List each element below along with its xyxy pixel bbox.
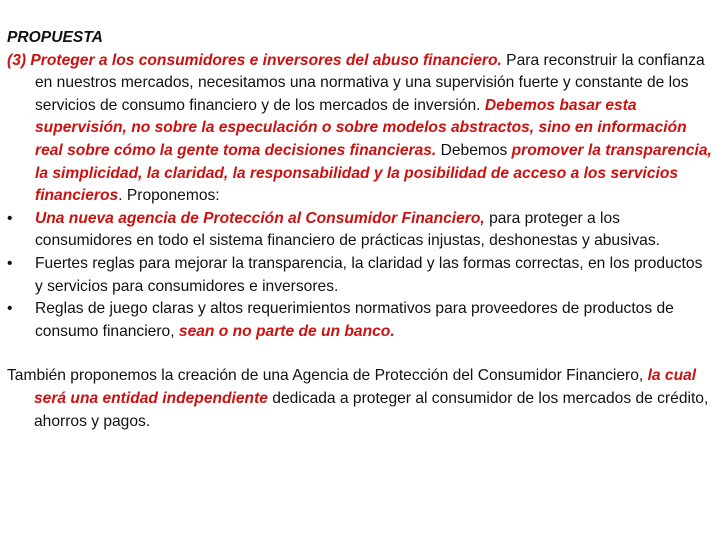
bullet-icon: •: [7, 209, 13, 227]
point-3-text-1: Para reconstruir la confianza en nuestros mercados, necesitamos una normativa y una supervisión fuerte y constante de los servicios de consumo financiero y de los mercados de inversión.: [35, 51, 705, 114]
list-item: [7, 253, 712, 298]
bullet-icon: •: [7, 300, 13, 318]
bullet-3-text: Reglas de juego claras y altos requerimientos normativos para proveedores de productos de consumo financiero,: [35, 300, 674, 340]
point-3-heading: [7, 52, 502, 69]
closing-text-1: También proponemos la creación de una Agencia de Protección del Consumidor Financiero,: [7, 367, 648, 385]
point-3-text-3: . Proponemos:: [118, 187, 220, 205]
point-3-emphasis-1: Debemos basar esta supervisión, no sobre la especulación o sobre modelos abstractos, sino en información real sobre cómo la gente toma decisiones financieras.: [35, 96, 687, 159]
bullet-icon: •: [7, 254, 13, 272]
closing-text-2: dedicada a proteger al consumidor de los mercados de crédito, ahorros y pagos.: [34, 389, 709, 430]
bullet-2-text: Fuertes reglas para mejorar la transparencia, la claridad y las formas correctas, en los productos y servicios para consumidores e inversores.: [35, 254, 703, 295]
point-3-marker: (3): [7, 51, 27, 69]
closing-emphasis: la cual será una entidad independiente: [34, 367, 697, 407]
point-3-paragraph: [7, 50, 712, 208]
point-3-emphasis-2: promover la transparencia, la simplicidad, la claridad, la responsabilidad y la posibilidad de acceso a los servicios financieros: [35, 141, 712, 205]
point-3-text-2: Debemos: [436, 141, 512, 159]
document-title: PROPUESTA: [7, 29, 103, 46]
bullet-3-end: .: [390, 322, 395, 340]
closing-paragraph: [7, 365, 712, 433]
bullet-1-text: para proteger a los consumidores en todo el sistema financiero de prácticas injustas, deshonestas y abusivas.: [35, 209, 660, 250]
list-item: [7, 208, 712, 253]
list-item: [7, 298, 712, 343]
bullet-1-emphasis: Una nueva agencia de Protección al Consumidor Financiero,: [35, 209, 485, 227]
bullet-3-emphasis: sean o no parte de un banco: [178, 322, 391, 340]
proposal-list: [7, 208, 712, 344]
point-3-heading-text: Proteger a los consumidores e inversores del abuso financiero.: [30, 51, 502, 69]
